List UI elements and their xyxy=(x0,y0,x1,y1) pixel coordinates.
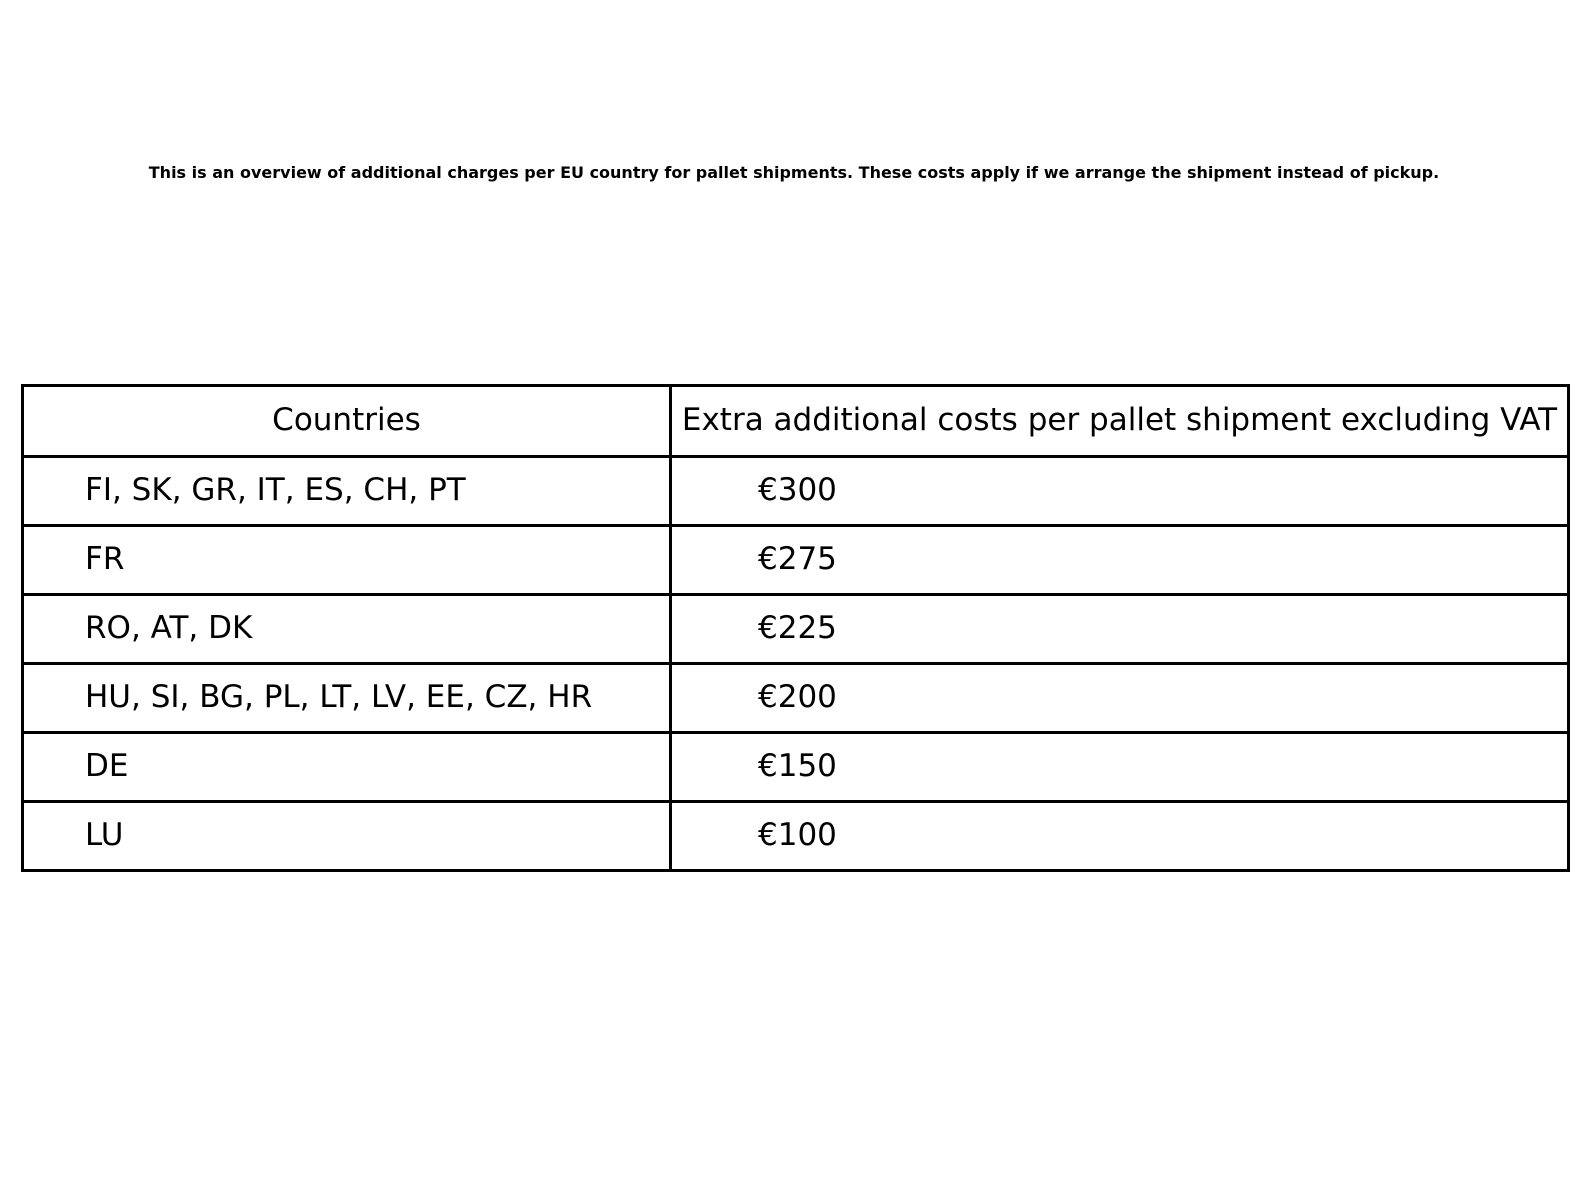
table-row-1-countries: FR xyxy=(24,524,669,593)
table-row-5-countries: LU xyxy=(24,800,669,869)
table-row-0-countries: FI, SK, GR, IT, ES, CH, PT xyxy=(24,455,669,524)
table-row-2-cost: €225 xyxy=(669,593,1567,662)
countries-column-header: Countries xyxy=(24,387,669,455)
table-row-3-countries: HU, SI, BG, PL, LT, LV, EE, CZ, HR xyxy=(24,662,669,731)
intro-text: This is an overview of additional charges per EU country for pallet shipments. These costs apply if we arrange the shipment instead of pickup. xyxy=(148,163,1440,182)
table-row-5-cost: €100 xyxy=(669,800,1567,869)
cost-column-header: Extra additional costs per pallet shipment excluding VAT xyxy=(669,387,1567,455)
charges-table xyxy=(21,384,1570,872)
table-row-1-cost: €275 xyxy=(669,524,1567,593)
table-row-0-cost: €300 xyxy=(669,455,1567,524)
table-row-4-cost: €150 xyxy=(669,731,1567,800)
table-row-2-countries: RO, AT, DK xyxy=(24,593,669,662)
table-row-4-countries: DE xyxy=(24,731,669,800)
table-row-3-cost: €200 xyxy=(669,662,1567,731)
